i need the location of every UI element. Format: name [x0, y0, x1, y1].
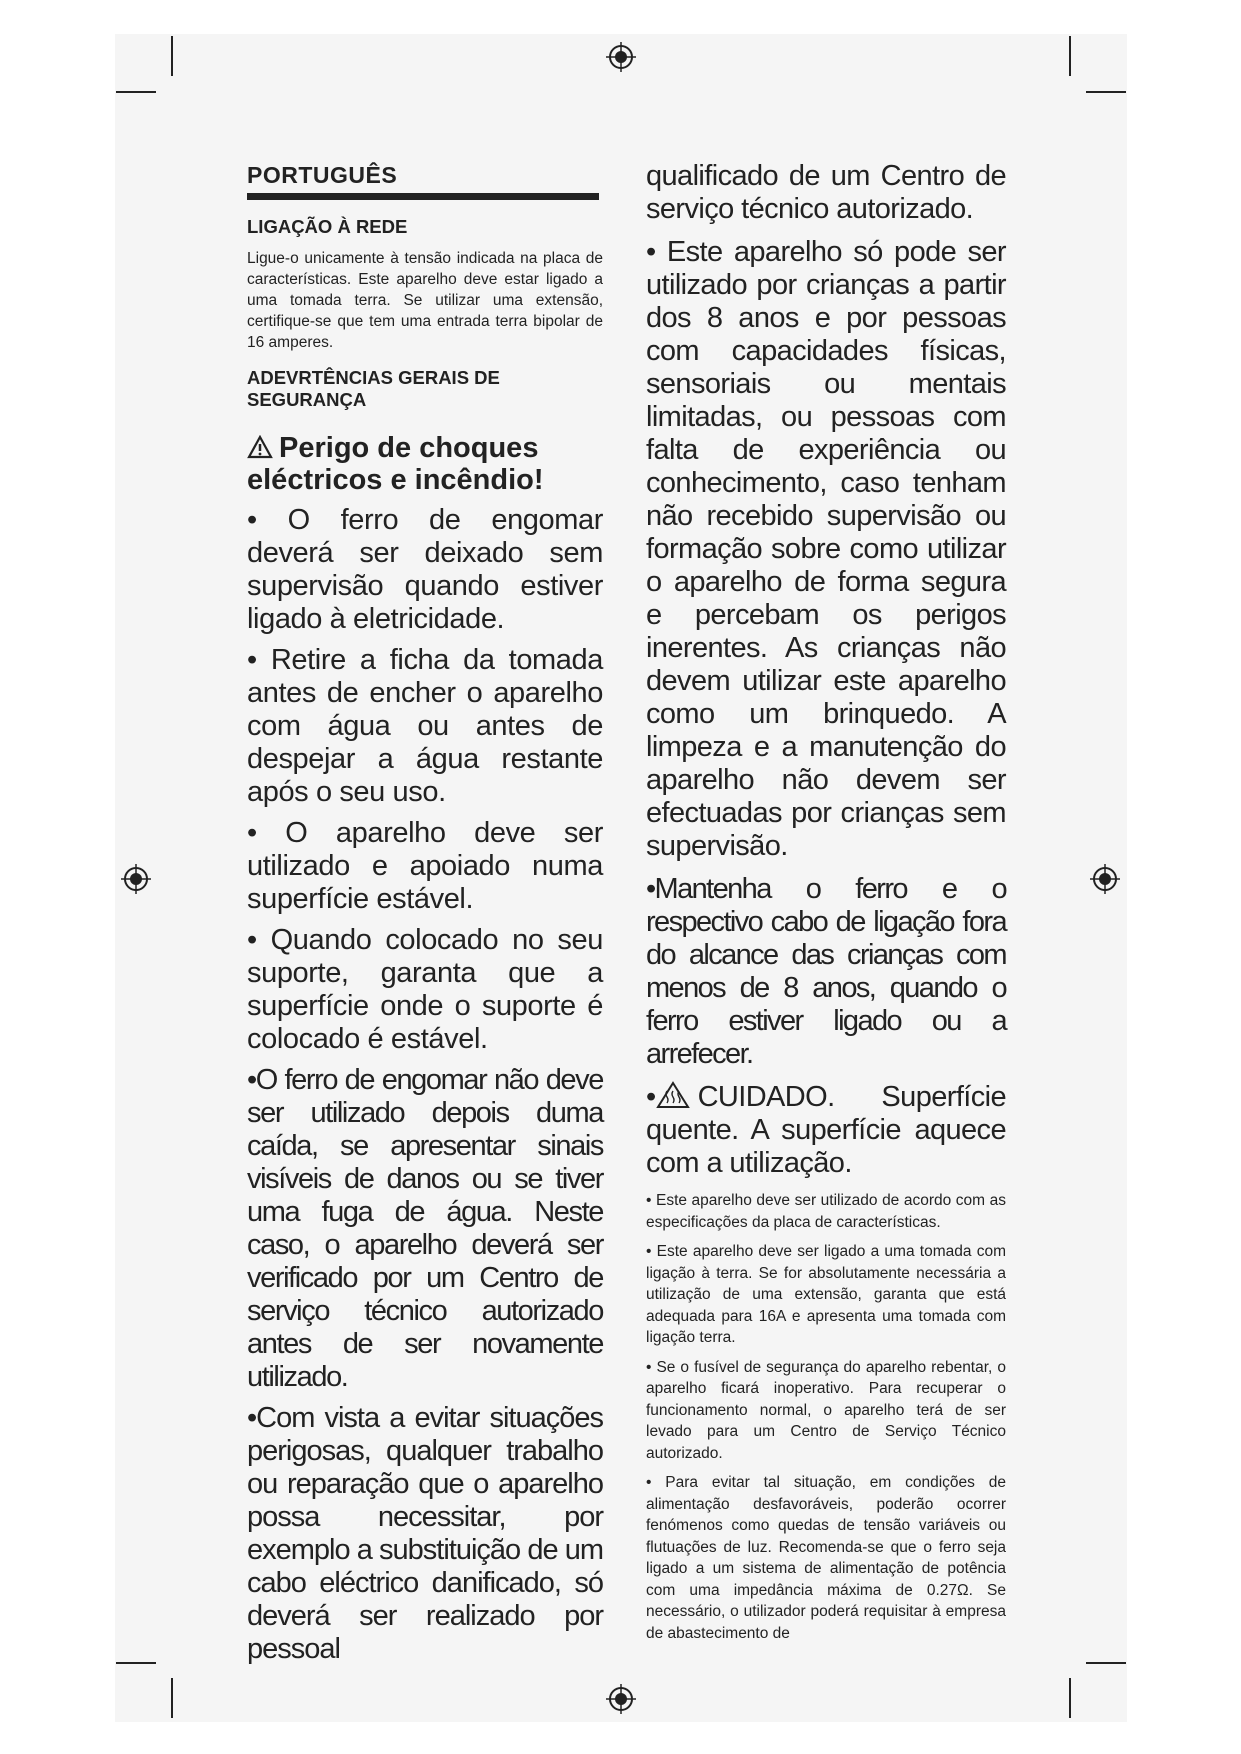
registration-mark-icon — [121, 864, 151, 894]
caution-text — [646, 1081, 1006, 1180]
right-column — [646, 160, 1006, 1652]
network-heading: LIGAÇÃO À REDE — [247, 216, 408, 237]
crop-mark — [116, 1662, 156, 1664]
crop-mark — [171, 1678, 173, 1718]
warning-triangle-icon — [247, 435, 273, 459]
network-text: Ligue-o unicamente à tensão indicada na placa de características. Este aparelho deve estar ligado a uma tomada terra. Se utilizar uma extensão, certifique-se que tem uma entrada terra bipolar de 16 amperes. — [247, 250, 603, 352]
registration-mark-icon — [1090, 864, 1120, 894]
continuation-text: qualificado de um Centro de serviço técnico autorizado. — [646, 160, 1006, 225]
danger-heading — [247, 432, 603, 496]
registration-mark-icon — [606, 1684, 636, 1714]
left-bullet: •Com vista a evitar situações perigosas, qualquer trabalho ou reparação que o aparelho possa necessitar, por exemplo a substituição de um cabo eléctrico danificado, só deverá ser realizado por pessoal — [247, 1401, 603, 1665]
left-bullet: •O ferro de engomar não deve ser utilizado depois duma caída, se apresentar sinais visíveis de danos ou se tiver uma fuga de água. Neste caso, o aparelho deverá ser verificado por um Centro de serviço técnico autorizado antes de ser novamente utilizado. — [247, 1063, 603, 1393]
crop-mark — [171, 36, 173, 76]
right-small-bullet: • Para evitar tal situação, em condições de alimentação desfavoráveis, poderão ocorrer fenómenos como quedas de tensão variáveis ou flutuações de luz. Recomenda-se que o ferro seja ligado a um sistema de alimentação de potência com uma impedância máxima de 0.27Ω. Se necessário, o utilizador poderá requisitar à empresa de abastecimento de — [646, 1474, 1006, 1642]
right-bullet: • Este aparelho só pode ser utilizado por crianças a partir dos 8 anos e por pessoas com capacidades físicas, sensoriais ou mentais limitadas, ou pessoas com falta de experiência ou conhecimento, caso tenham não recebido supervisão ou formação sobre como utilizar o aparelho de forma segura e percebam os perigos inerentes. As crianças não devem utilizar este aparelho como um brinquedo. A limpeza e a manutenção do aparelho não devem ser efectuadas por crianças sem supervisão. — [646, 236, 1006, 862]
right-bullet: •Mantenha o ferro e o respectivo cabo de ligação fora do alcance das crianças com menos de 8 anos, quando o ferro estiver ligado ou a arrefecer. — [646, 873, 1006, 1070]
caution-bullet: • — [646, 1081, 656, 1113]
crop-mark — [1069, 36, 1071, 76]
left-column — [247, 162, 603, 1674]
crop-mark — [1086, 1662, 1126, 1664]
right-small-bullet: • Se o fusível de segurança do aparelho rebentar, o aparelho ficará inoperativo. Para recuperar o funcionamento normal, o aparelho terá de ser levado para um Centro de Serviço Técnico autorizado. — [646, 1358, 1006, 1462]
danger-heading-text: Perigo de choques eléctricos e incêndio! — [247, 431, 544, 496]
left-bullet: • O ferro de engomar deverá ser deixado sem supervisão quando estiver ligado à eletricidade. — [247, 503, 603, 635]
caution-message: CUIDADO. Superfície quente. A superfície aquece com a utilização. — [646, 1081, 1006, 1179]
safety-heading: ADEVRTÊNCIAS GERAIS DE SEGURANÇA — [247, 367, 500, 411]
language-heading: PORTUGUÊS — [247, 162, 599, 200]
crop-mark — [116, 91, 156, 93]
right-small-bullet: • Este aparelho deve ser utilizado de acordo com as especificações da placa de características. — [646, 1192, 1006, 1231]
registration-mark-icon — [606, 42, 636, 72]
right-small-bullet: • Este aparelho deve ser ligado a uma tomada com ligação à terra. Se for absolutamente necessária a utilização de uma extensão, garanta que está adequada para 16A e apresenta uma tomada com ligação terra. — [646, 1243, 1006, 1346]
left-bullet: • Quando colocado no seu suporte, garanta que a superfície onde o suporte é colocado é estável. — [247, 923, 603, 1055]
left-bullet: • O aparelho deve ser utilizado e apoiado numa superfície estável. — [247, 816, 603, 915]
crop-mark — [1069, 1678, 1071, 1718]
left-bullet: • Retire a ficha da tomada antes de encher o aparelho com água ou antes de despejar a água restante após o seu uso. — [247, 643, 603, 808]
hot-surface-icon — [656, 1081, 690, 1109]
crop-mark — [1086, 91, 1126, 93]
